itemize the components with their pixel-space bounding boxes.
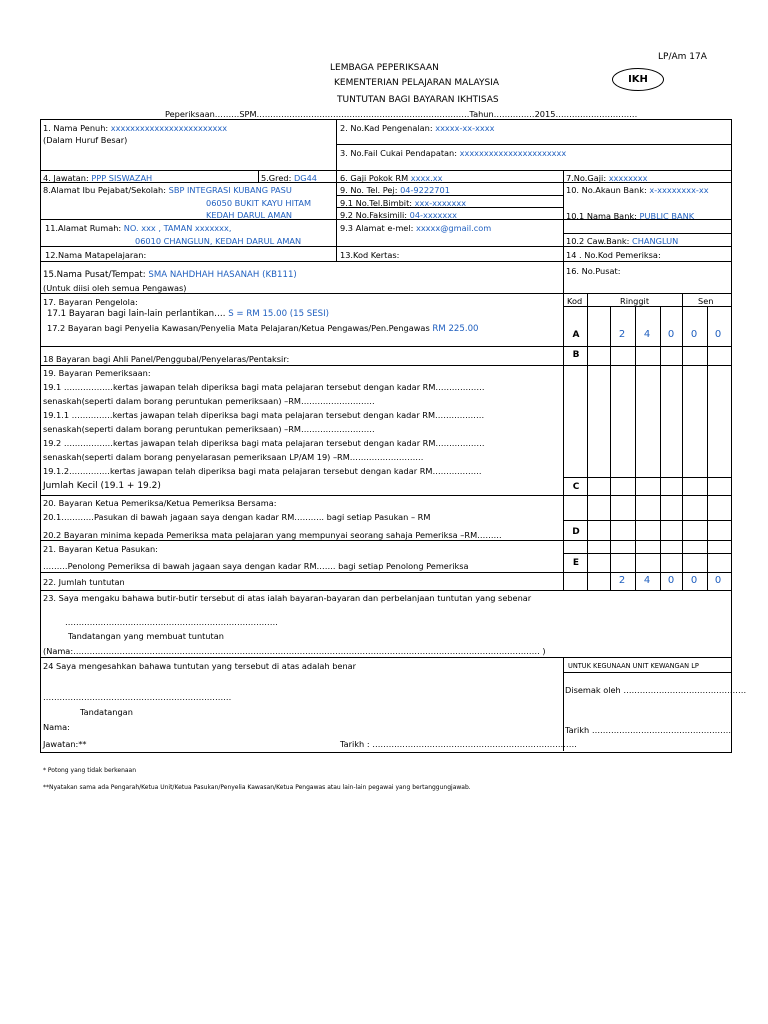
declaration-23: 23. Saya mengaku bahawa butir-butir tersebut di atas ialah bayaran-bayaran dan perbelanjaan tuntutan yang sebenar — [43, 593, 532, 603]
payment-20-1: 20.1…………Pasukan di bawah jagaan saya dengan kadar RM……….. bagi setiap Pasukan – RM — [43, 512, 431, 522]
field-11 — [45, 223, 231, 233]
ic-number-value[interactable]: xxxxx-xx-xxxx — [435, 123, 495, 133]
verifier-signature-line[interactable]: …………………………………………………………… — [43, 692, 232, 702]
field-9 — [340, 185, 450, 195]
amount-a-digit[interactable]: 0 — [714, 329, 722, 340]
amount-total-digit[interactable]: 0 — [667, 575, 675, 586]
field-4-label: 4. Jawatan: — [43, 173, 89, 183]
row-divider — [40, 590, 731, 591]
payment-19-1-2: 19.1.2……………kertas jawapan telah diperiksa bagi mata pelajaran tersebut dengan kadar RM……………… — [43, 466, 482, 476]
col-divider — [610, 306, 611, 590]
checked-by-line[interactable]: Disemak oleh ……………………………………… — [565, 685, 747, 695]
basic-salary-value[interactable]: xxxx.xx — [410, 173, 443, 183]
field-10-label: 10. No.Akaun Bank: — [566, 185, 647, 195]
verifier-signature-label: Tandatangan — [80, 707, 133, 717]
payment-19-2: 19.2 ………………kertas jawapan telah diperiksa bagi mata pelajaran tersebut dengan kadar RM……………… — [43, 438, 485, 448]
home-address-line-2[interactable]: 06010 CHANGLUN, KEDAH DARUL AMAN — [135, 236, 302, 246]
home-address-line-1[interactable]: NO. xxx , TAMAN xxxxxxx, — [123, 223, 232, 233]
form-ref: LP/Am 17A — [658, 52, 707, 62]
office-address-line-1[interactable]: SBP INTEGRASI KUBANG PASU — [168, 185, 292, 195]
col-divider — [563, 657, 564, 751]
grade-value[interactable]: DG44 — [293, 173, 318, 183]
payment-17-1 — [47, 309, 329, 319]
verifier-position-label: Jawatan:** — [43, 739, 87, 749]
row-divider — [563, 306, 731, 307]
paper-code-label: 13.Kod Kertas: — [340, 250, 400, 260]
footnote-1: * Potong yang tidak berkenaan — [43, 767, 137, 774]
field-7 — [566, 173, 647, 183]
bank-name-value[interactable]: PUBLIC BANK — [639, 211, 695, 221]
field-9-1-label: 9.1 No.Tel.Bimbit: — [340, 198, 413, 208]
fax-value[interactable]: 04-xxxxxxx — [409, 210, 457, 220]
office-address-line-2[interactable]: 06050 BUKIT KAYU HITAM — [206, 198, 312, 208]
field-10 — [566, 185, 709, 195]
row-divider — [563, 672, 731, 673]
col-divider — [707, 306, 708, 590]
amount-a-digit[interactable]: 4 — [643, 329, 651, 340]
office-address-line-3[interactable]: KEDAH DARUL AMAN — [206, 210, 293, 220]
bank-branch-value[interactable]: CHANGLUN — [632, 236, 679, 246]
field-6 — [340, 173, 442, 183]
col-sen: Sen — [698, 296, 714, 306]
field-1-note: (Dalam Huruf Besar) — [43, 135, 128, 145]
field-10-1-label: 10.1 Nama Bank: — [566, 211, 637, 221]
payment-20-2: 20.2 Bayaran minima kepada Pemeriksa mata pelajaran yang mempunyai seorang sahaja Pemeriksa –RM……… — [43, 530, 502, 540]
header-line-3: TUNTUTAN BAGI BAYARAN IKHTISAS — [337, 95, 499, 105]
field-3-label: 3. No.Fail Cukai Pendapatan: — [340, 148, 458, 158]
col-divider — [563, 293, 564, 590]
ikh-badge: IKH — [612, 68, 664, 91]
row-divider — [336, 195, 564, 196]
payment-20: 20. Bayaran Ketua Pemeriksa/Ketua Pemeriksa Bersama: — [43, 498, 277, 508]
row-divider — [563, 477, 731, 478]
field-9-3-label: 9.3 Alamat e-mel: — [340, 223, 414, 233]
field-15 — [43, 270, 297, 280]
payment-19-1b: senaskah(seperti dalam borang peruntukan pemeriksaan) –RM……………………… — [43, 396, 375, 406]
position-value[interactable]: PPP SISWAZAH — [91, 173, 153, 183]
row-divider — [336, 144, 731, 145]
field-7-label: 7.No.Gaji: — [566, 173, 607, 183]
code-a: A — [572, 330, 580, 340]
payment-19: 19. Bayaran Pemeriksaan: — [43, 368, 151, 378]
amount-total-digit[interactable]: 4 — [643, 575, 651, 586]
amount-a-digit[interactable]: 2 — [618, 329, 626, 340]
row-divider — [40, 657, 731, 658]
field-10-1 — [566, 211, 694, 221]
field-10-2 — [566, 236, 678, 246]
payment-19-1-1: 19.1.1 ……………kertas jawapan telah diperiksa bagi mata pelajaran tersebut dengan kadar RM……………… — [43, 410, 485, 420]
field-8 — [43, 185, 292, 195]
field-1 — [43, 123, 227, 133]
payment-17: 17. Bayaran Pengelola: — [43, 297, 138, 307]
payment-19-2b: senaskah(seperti dalam borang penyelarasan pemeriksaan LP/AM 19) –RM……………………… — [43, 452, 424, 462]
payment-17-2 — [47, 323, 479, 334]
office-phone-value[interactable]: 04-9222701 — [400, 185, 450, 195]
subject-label: 12.Nama Matapelajaran: — [45, 250, 147, 260]
payment-19-1: 19.1 ………………kertas jawapan telah diperiksa bagi mata pelajaran tersebut dengan kadar RM……………… — [43, 382, 485, 392]
col-divider — [563, 170, 564, 293]
row-divider — [40, 540, 731, 541]
field-5-label: 5.Gred: — [261, 173, 292, 183]
claimant-name-line[interactable]: (Nama:……………………………………………………………………………………………………………………………………………………… ) — [43, 646, 546, 656]
exam-year: 2015 — [534, 109, 556, 119]
payment-17-2-label: 17.2 Bayaran bagi Penyelia Kawasan/Penyelia Mata Pelajaran/Ketua Pengawas/Pen.Pengawas — [47, 323, 430, 333]
email-value[interactable]: xxxxx@gmail.com — [415, 223, 492, 233]
field-15-label: 15.Nama Pusat/Tempat: — [43, 270, 146, 280]
field-9-3 — [340, 223, 491, 233]
examiner-code-label: 14 . No.Kod Pemeriksa: — [566, 250, 661, 260]
lp-date-line[interactable]: Tarikh …………………………………………… — [565, 725, 732, 735]
field-9-2-label: 9.2 No.Faksimili: — [340, 210, 408, 220]
payment-21-1: ………Penolong Pemeriksa di bawah jagaan saya dengan kadar RM……. bagi setiap Penolong Pemeriksa — [43, 561, 469, 571]
tax-file-value[interactable]: xxxxxxxxxxxxxxxxxxxxxx — [459, 148, 567, 158]
centre-number-label: 16. No.Pusat: — [566, 266, 621, 276]
field-9-2 — [340, 210, 457, 220]
field-5 — [261, 173, 317, 183]
field-10-2-label: 10.2 Caw.Bank: — [566, 236, 630, 246]
field-4 — [43, 173, 152, 183]
code-c: C — [572, 482, 580, 492]
payment-17-2-value[interactable]: RM 225.00 — [432, 324, 479, 334]
field-2-label: 2. No.Kad Pengenalan: — [340, 123, 433, 133]
col-ringgit: Ringgit — [620, 296, 650, 306]
claimant-signature-label: Tandatangan yang membuat tuntutan — [68, 631, 224, 641]
row-divider — [40, 346, 731, 347]
row-divider — [40, 170, 731, 171]
row-divider — [563, 520, 731, 521]
field-2 — [340, 123, 494, 133]
row-divider — [40, 365, 731, 366]
row-divider — [40, 572, 731, 573]
field-1-label: 1. Nama Penuh: — [43, 123, 109, 133]
col-divider — [587, 293, 588, 590]
salary-number-value[interactable]: xxxxxxxx — [608, 173, 648, 183]
footnote-2: **Nyatakan sama ada Pengarah/Ketua Unit/Ketua Pasukan/Penyelia Kawasan/Ketua Pengawas atau lain-lain pegawai yang bertanggungjawab. — [43, 784, 471, 791]
field-9-1 — [340, 198, 466, 208]
amount-a-digit[interactable]: 0 — [667, 329, 675, 340]
amount-total-digit[interactable]: 0 — [690, 575, 698, 586]
field-15-note: (Untuk diisi oleh semua Pengawas) — [43, 283, 187, 293]
row-divider — [563, 233, 731, 234]
code-d: D — [572, 527, 580, 537]
field-9-label: 9. No. Tel. Pej: — [340, 185, 398, 195]
claimant-signature-line[interactable]: …………………………………………………………………… — [65, 617, 278, 627]
payment-17-1-value[interactable]: S = RM 15.00 (15 SESI) — [228, 309, 330, 319]
header-line-1: LEMBAGA PEPERIKSAAN — [330, 63, 439, 73]
payment-19-1-1b: senaskah(seperti dalam borang peruntukan pemeriksaan) –RM……………………… — [43, 424, 375, 434]
col-divider — [258, 170, 259, 182]
subtotal-label: Jumlah Kecil (19.1 + 19.2) — [43, 481, 161, 491]
bank-account-value[interactable]: x-xxxxxxxx-xx — [649, 185, 709, 195]
payment-18: 18 Bayaran bagi Ahli Panel/Penggubal/Penyelaras/Pentaksir: — [43, 354, 290, 364]
col-kod: Kod — [567, 296, 583, 306]
col-divider — [336, 119, 337, 261]
field-8-label: 8.Alamat Ibu Pejabat/Sekolah: — [43, 185, 167, 195]
full-name-value[interactable]: xxxxxxxxxxxxxxxxxxxxxxxx — [110, 123, 228, 133]
verifier-date-line[interactable]: Tarikh : ………………………………………………………………… — [340, 739, 577, 749]
total-claim-label: 22. Jumlah tuntutan — [43, 577, 125, 587]
exam-year-tail: ………………………… — [555, 109, 638, 119]
row-divider — [40, 261, 731, 262]
amount-a-digit[interactable]: 0 — [690, 329, 698, 340]
code-b: B — [572, 350, 580, 360]
payment-17-1-label: 17.1 Bayaran bagi lain-lain perlantikan…. — [47, 309, 226, 319]
centre-name-value[interactable]: SMA NAHDHAH HASANAH (KB111) — [148, 270, 297, 280]
row-divider — [40, 293, 731, 294]
mobile-phone-value[interactable]: xxx-xxxxxxx — [414, 198, 467, 208]
col-divider — [660, 306, 661, 590]
exam-line — [165, 109, 637, 119]
row-divider — [40, 246, 731, 247]
code-e: E — [572, 558, 580, 568]
row-divider — [563, 553, 731, 554]
declaration-24: 24 Saya mengesahkan bahawa tuntutan yang tersebut di atas adalah benar — [43, 661, 357, 671]
field-11-label: 11.Alamat Rumah: — [45, 223, 122, 233]
field-6-label: 6. Gaji Pokok RM — [340, 173, 409, 183]
amount-total-digit[interactable]: 0 — [714, 575, 722, 586]
exam-label: Peperiksaan………SPM……………………………………………………………………Tahun…………… — [165, 109, 535, 119]
lp-finance-title: UNTUK KEGUNAAN UNIT KEWANGAN LP — [568, 662, 699, 670]
field-3 — [340, 148, 566, 158]
col-divider — [635, 306, 636, 590]
verifier-name-label: Nama: — [43, 722, 70, 732]
amount-total-digit[interactable]: 2 — [618, 575, 626, 586]
row-divider — [40, 495, 731, 496]
payment-21: 21. Bayaran Ketua Pasukan: — [43, 544, 158, 554]
header-line-2: KEMENTERIAN PELAJARAN MALAYSIA — [334, 78, 500, 88]
